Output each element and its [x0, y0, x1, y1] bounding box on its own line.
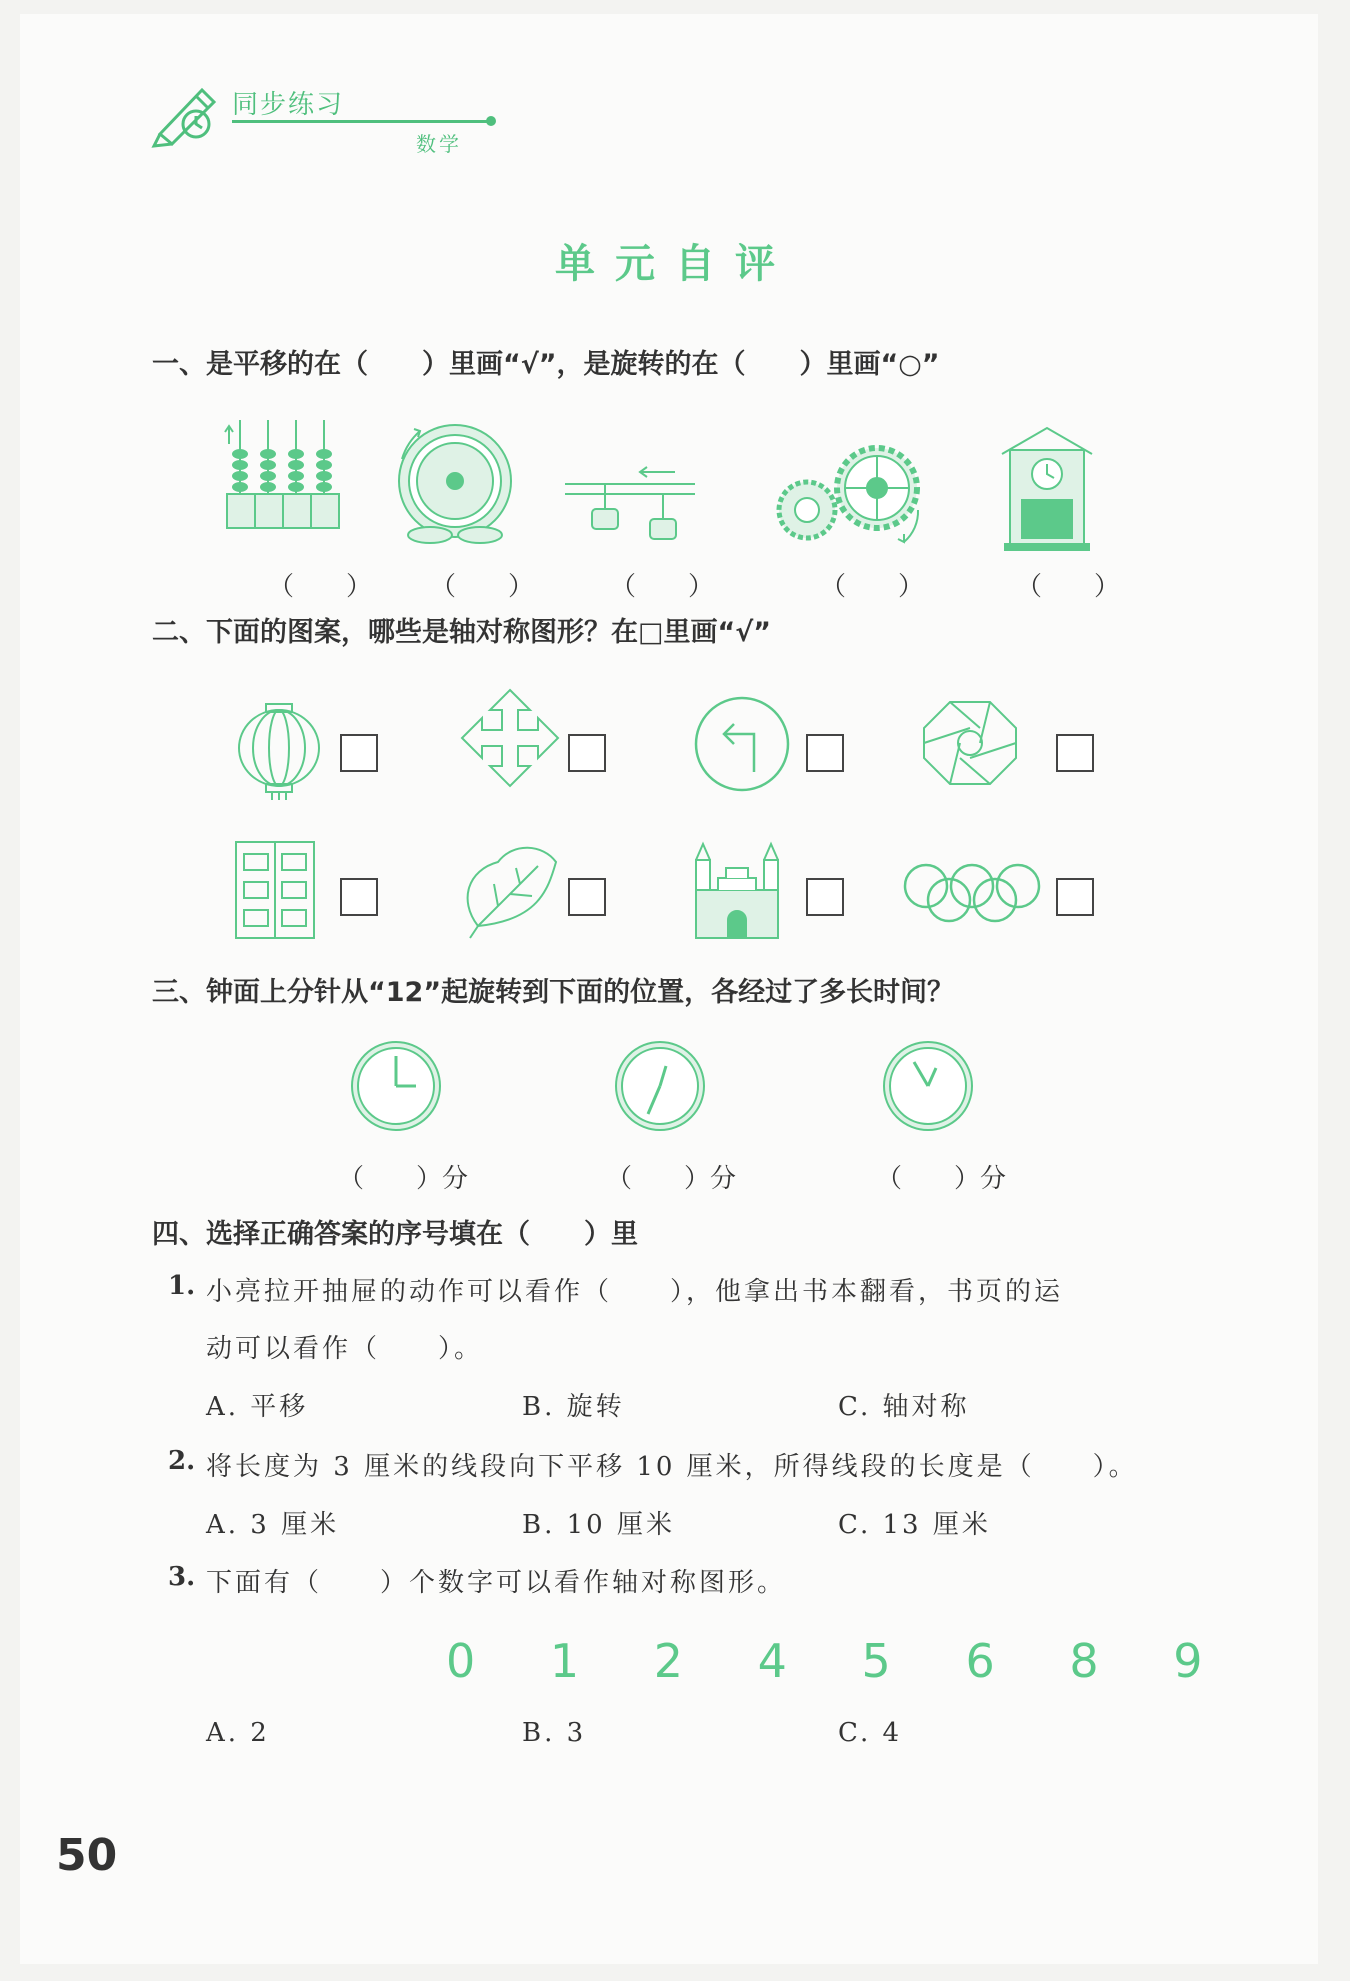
section3-blank-2[interactable]: （ ）分 [606, 1164, 737, 1194]
q1-number: 1. [168, 1271, 196, 1301]
q3-option-c[interactable]: C. 4 [838, 1718, 903, 1748]
abacus-icon [225, 414, 345, 534]
four-arrows-icon [460, 688, 560, 788]
checkbox-camera-shutter[interactable] [1056, 734, 1094, 772]
cable-car-icon [565, 454, 695, 544]
q2-option-b[interactable]: B. 10 厘米 [522, 1510, 675, 1540]
clock-face-2-icon [614, 1040, 706, 1132]
checkbox-turn-left-sign[interactable] [806, 734, 844, 772]
checkbox-cabinet[interactable] [340, 878, 378, 916]
castle-icon [692, 840, 782, 940]
section1-heading: 一、是平移的在（ ）里画“√”，是旋转的在（ ）里画“○” [152, 349, 940, 380]
double-door-cabinet-icon [234, 840, 316, 940]
checkbox-castle[interactable] [806, 878, 844, 916]
header-rule-dot [486, 116, 496, 126]
q3-option-b[interactable]: B. 3 [522, 1718, 587, 1748]
q2-number: 2. [168, 1446, 196, 1476]
olympic-rings-icon [902, 860, 1042, 924]
section1-blank-4[interactable]: （ ） [820, 572, 925, 602]
checkbox-leaf[interactable] [568, 878, 606, 916]
workbook-page [20, 14, 1318, 1964]
section3-heading: 三、钟面上分针从“12”起旋转到下面的位置，各经过了多长时间？ [152, 977, 955, 1008]
checkbox-olympic-rings[interactable] [1056, 878, 1094, 916]
checkbox-lantern[interactable] [340, 734, 378, 772]
q2-text: 将长度为 3 厘米的线段向下平移 10 厘米，所得线段的长度是（ ）。 [206, 1452, 1138, 1482]
q2-option-a[interactable]: A. 3 厘米 [206, 1510, 340, 1540]
cuckoo-clock-icon [1002, 426, 1092, 551]
q1-line-1: 小亮拉开抽屉的动作可以看作（ ），他拿出书本翻看，书页的运 [206, 1277, 1064, 1307]
camera-shutter-icon [920, 698, 1020, 788]
section1-blank-1[interactable]: （ ） [268, 572, 373, 602]
q1-option-a[interactable]: A. 平移 [206, 1392, 309, 1422]
section4-heading: 四、选择正确答案的序号填在（ ）里 [152, 1219, 638, 1250]
header-subject: 数学 [416, 132, 462, 156]
section3-blank-1[interactable]: （ ）分 [338, 1164, 469, 1194]
pencil-clock-icon [150, 76, 230, 146]
leaf-icon [458, 840, 562, 940]
section1-blank-3[interactable]: （ ） [610, 572, 715, 602]
header-series: 同步练习 [232, 90, 345, 120]
q3-number: 3. [168, 1562, 196, 1592]
section1-blank-2[interactable]: （ ） [430, 572, 535, 602]
q1-line-2: 动可以看作（ ）。 [206, 1334, 484, 1364]
lantern-icon [234, 700, 324, 800]
clock-face-1-icon [350, 1040, 442, 1132]
q1-option-c[interactable]: C. 轴对称 [838, 1392, 970, 1422]
checkbox-four-arrows[interactable] [568, 734, 606, 772]
fan-icon [390, 419, 520, 549]
section1-blank-5[interactable]: （ ） [1016, 572, 1121, 602]
q2-option-c[interactable]: C. 13 厘米 [838, 1510, 991, 1540]
section2-heading: 二、下面的图案，哪些是轴对称图形？在□里画“√” [152, 617, 772, 648]
turn-left-sign-icon [692, 694, 792, 794]
section3-blank-3[interactable]: （ ）分 [876, 1164, 1007, 1194]
header-rule [232, 120, 490, 123]
page-title: 单元自评 [555, 241, 795, 287]
gears-icon [772, 442, 922, 557]
clock-face-3-icon [882, 1040, 974, 1132]
q3-option-a[interactable]: A. 2 [206, 1718, 270, 1748]
q3-text: 下面有（ ）个数字可以看作轴对称图形。 [206, 1568, 787, 1598]
page-number: 50 [56, 1830, 118, 1881]
q1-option-b[interactable]: B. 旋转 [522, 1392, 625, 1422]
q3-digits: 0 1 2 4 5 6 8 9 [446, 1634, 1233, 1688]
